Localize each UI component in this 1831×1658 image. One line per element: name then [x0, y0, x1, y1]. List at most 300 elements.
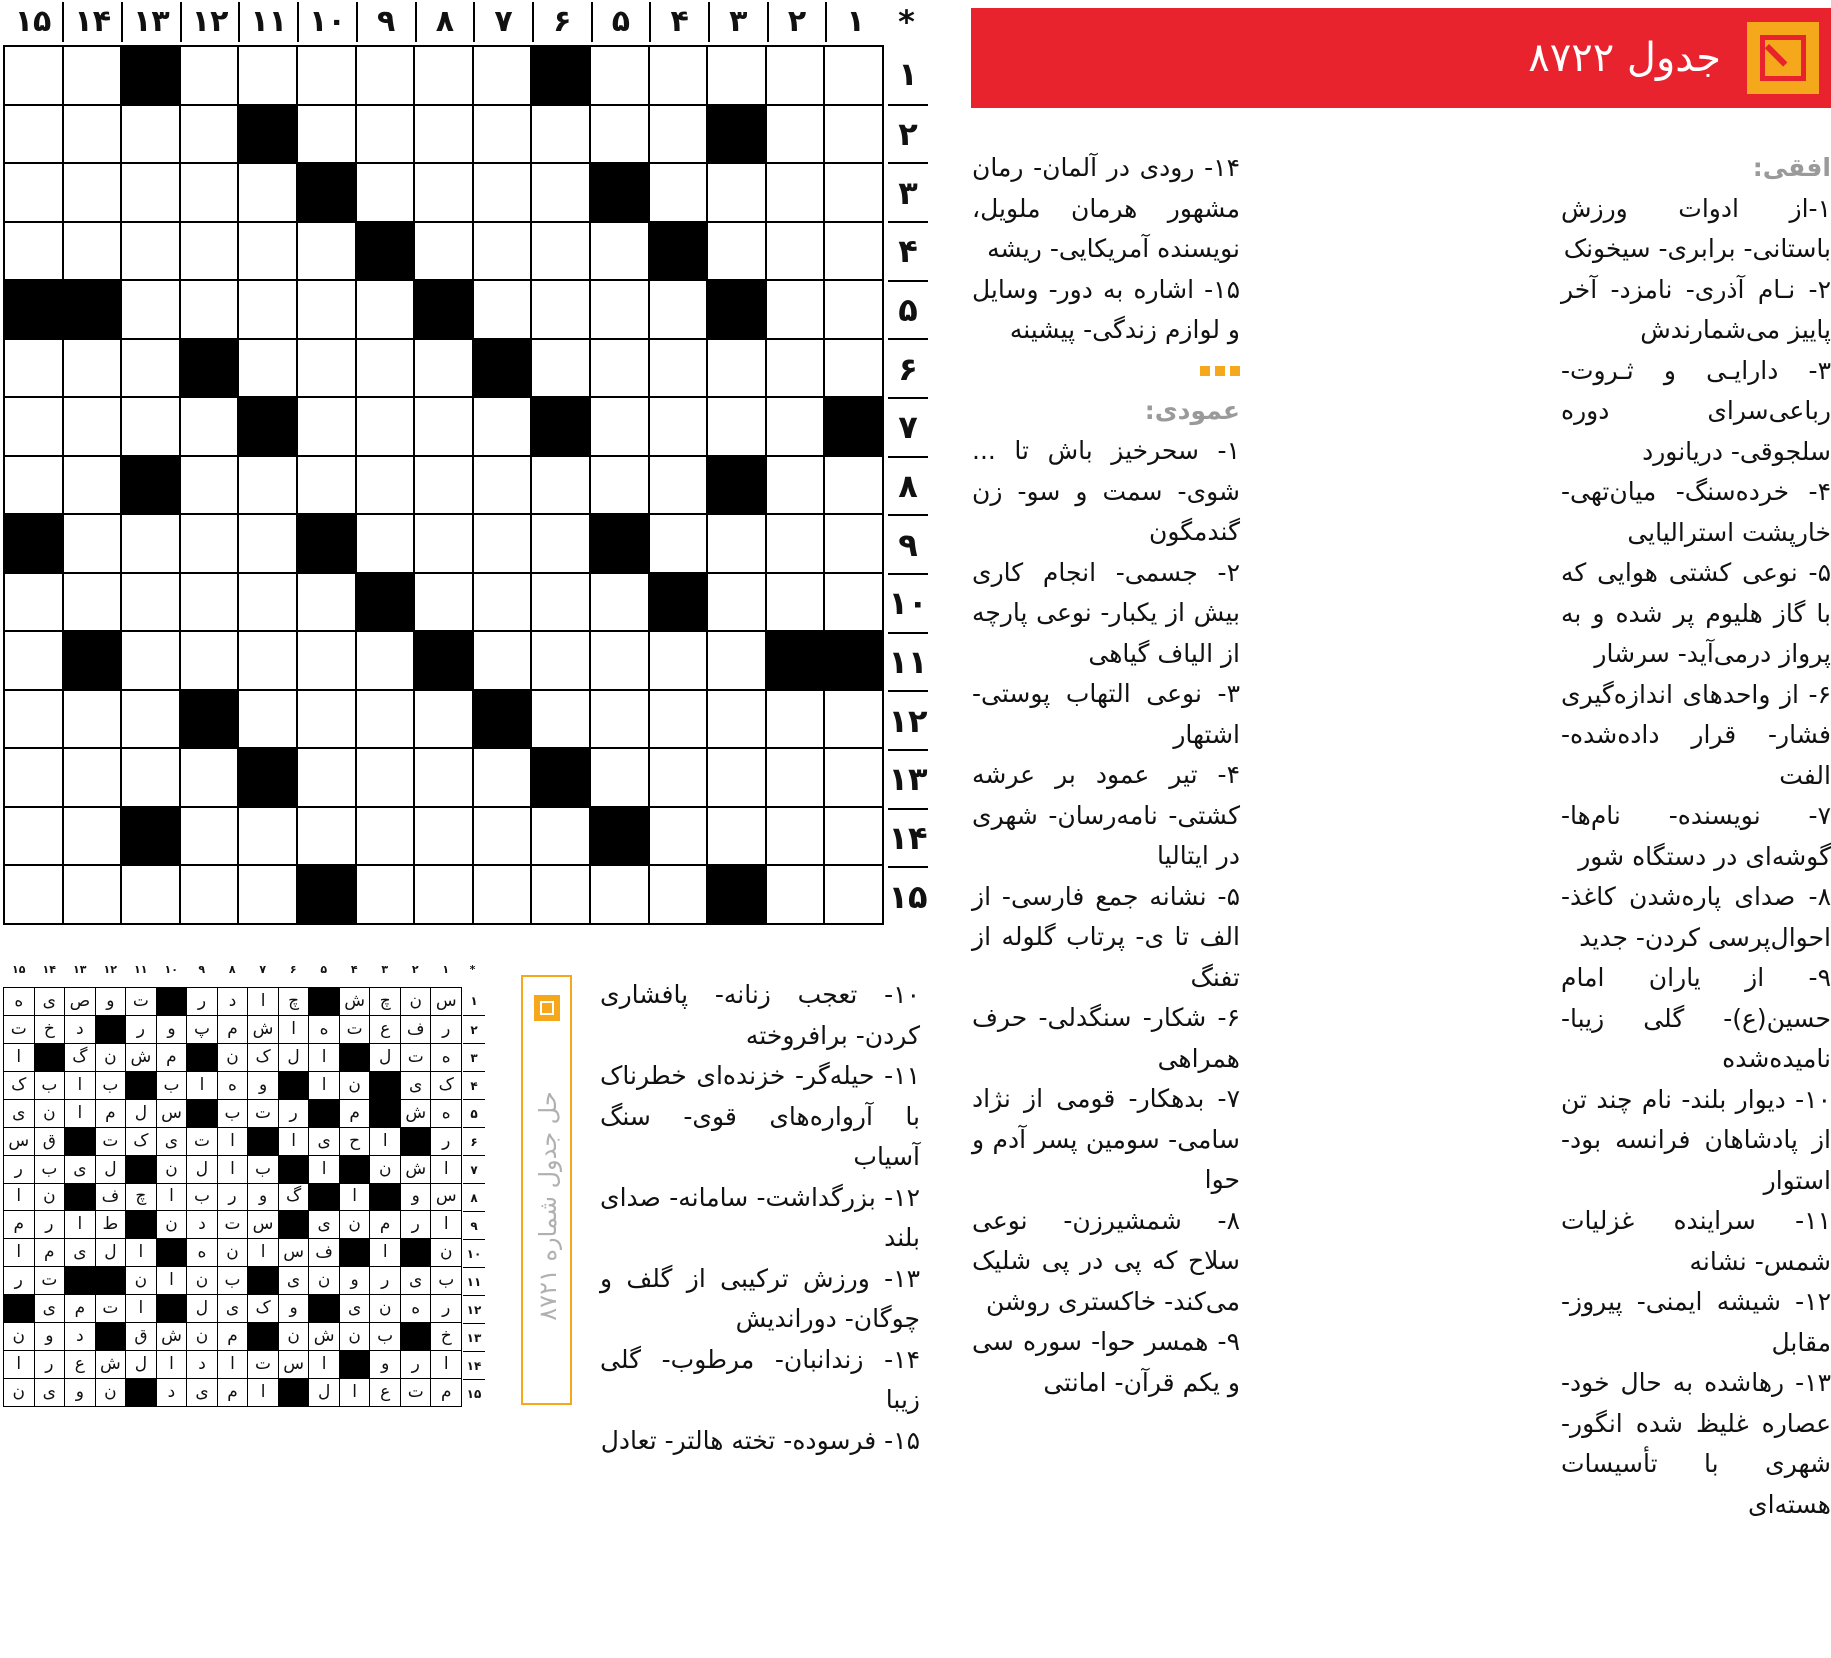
grid-cell[interactable] — [239, 632, 296, 689]
grid-cell[interactable] — [298, 691, 355, 748]
grid-cell[interactable] — [357, 808, 414, 865]
black-cell — [122, 457, 179, 514]
grid-cell[interactable] — [474, 281, 531, 338]
grid-cell[interactable] — [357, 398, 414, 455]
solution-letter: ت — [401, 1044, 431, 1071]
grid-cell[interactable] — [64, 866, 121, 923]
grid-cell[interactable] — [239, 457, 296, 514]
grid-cell[interactable] — [357, 632, 414, 689]
grid-cell[interactable] — [708, 398, 765, 455]
solution-letter: ا — [4, 1184, 34, 1211]
grid-cell[interactable] — [767, 691, 824, 748]
grid-cell[interactable] — [474, 47, 531, 104]
grid-cell[interactable] — [767, 866, 824, 923]
row-number: ۷ — [888, 397, 928, 456]
solution-letter: ب — [187, 1184, 217, 1211]
grid-cell[interactable] — [825, 106, 882, 163]
black-cell — [650, 223, 707, 280]
grid-cell[interactable] — [122, 340, 179, 397]
grid-cell[interactable] — [5, 808, 62, 865]
grid-cell[interactable] — [474, 866, 531, 923]
grid-cell[interactable] — [64, 223, 121, 280]
grid-cell[interactable] — [474, 515, 531, 572]
grid-cell[interactable] — [825, 47, 882, 104]
grid-cell[interactable] — [591, 398, 648, 455]
grid-cell[interactable] — [474, 749, 531, 806]
crossword-grid — [3, 45, 884, 925]
grid-cell[interactable] — [64, 106, 121, 163]
grid-cell[interactable] — [64, 808, 121, 865]
grid-cell[interactable] — [181, 223, 238, 280]
grid-cell[interactable] — [708, 749, 765, 806]
grid-cell[interactable] — [239, 691, 296, 748]
grid-cell[interactable] — [298, 574, 355, 631]
grid-cell[interactable] — [239, 515, 296, 572]
grid-cell[interactable] — [767, 808, 824, 865]
grid-cell[interactable] — [415, 866, 472, 923]
solution-black-cell — [401, 1239, 431, 1266]
grid-cell[interactable] — [708, 340, 765, 397]
grid-cell[interactable] — [591, 223, 648, 280]
solution-black-cell — [65, 1128, 95, 1155]
grid-cell[interactable] — [357, 164, 414, 221]
solution-letter: ن — [309, 1267, 339, 1294]
column-number: ۱۲ — [180, 2, 239, 42]
arrow-logo-icon — [1747, 22, 1819, 94]
grid-cell[interactable] — [181, 47, 238, 104]
solution-row-number: ۸ — [463, 1183, 485, 1211]
column-number: ۹ — [356, 2, 415, 42]
grid-cell[interactable] — [239, 223, 296, 280]
grid-cell[interactable] — [5, 47, 62, 104]
solution-black-cell — [65, 1267, 95, 1294]
grid-cell[interactable] — [650, 515, 707, 572]
solution-letter: ش — [157, 1323, 187, 1350]
grid-cell[interactable] — [650, 106, 707, 163]
column-number: ۲ — [767, 2, 826, 42]
solution-letter: ه — [431, 1100, 461, 1127]
grid-cell[interactable] — [298, 808, 355, 865]
black-cell — [415, 632, 472, 689]
grid-cell[interactable] — [474, 398, 531, 455]
grid-cell[interactable] — [767, 281, 824, 338]
grid-cell[interactable] — [591, 574, 648, 631]
grid-cell[interactable] — [122, 574, 179, 631]
grid-cell[interactable] — [122, 223, 179, 280]
grid-cell[interactable] — [532, 866, 589, 923]
solution-black-cell — [248, 1323, 278, 1350]
solution-letter: ا — [218, 1351, 248, 1378]
solution-column-number: ۷ — [259, 963, 267, 976]
grid-cell[interactable] — [767, 749, 824, 806]
clue-item: ۱۴- رودی در آلمان- رمان مشهور هرمان ملویل، نویسنده آمریکایی- ریشه — [972, 153, 1240, 263]
solution-letter: ل — [187, 1295, 217, 1322]
grid-cell[interactable] — [64, 574, 121, 631]
grid-cell[interactable] — [767, 574, 824, 631]
grid-cell[interactable] — [825, 223, 882, 280]
grid-cell[interactable] — [825, 866, 882, 923]
solution-column-star: * — [469, 963, 476, 976]
solution-letter: ا — [4, 1044, 34, 1071]
solution-letter: ل — [370, 1044, 400, 1071]
solution-letter: ر — [126, 1016, 156, 1043]
grid-cell[interactable] — [650, 398, 707, 455]
solution-letter: ب — [157, 1072, 187, 1099]
grid-cell[interactable] — [591, 691, 648, 748]
grid-cell[interactable] — [767, 398, 824, 455]
solution-letter: ی — [35, 988, 65, 1015]
grid-cell[interactable] — [122, 632, 179, 689]
grid-cell[interactable] — [415, 340, 472, 397]
grid-cell[interactable] — [767, 515, 824, 572]
column-star: * — [898, 3, 915, 41]
grid-cell[interactable] — [181, 164, 238, 221]
grid-cell[interactable] — [298, 340, 355, 397]
solution-letter: د — [65, 1323, 95, 1350]
grid-cell[interactable] — [357, 340, 414, 397]
grid-cell[interactable] — [5, 632, 62, 689]
grid-cell[interactable] — [239, 574, 296, 631]
grid-cell[interactable] — [64, 457, 121, 514]
grid-cell[interactable] — [5, 398, 62, 455]
grid-cell[interactable] — [532, 340, 589, 397]
grid-cell[interactable] — [825, 808, 882, 865]
row-number: ۱۴ — [888, 808, 928, 867]
black-cell — [532, 47, 589, 104]
grid-cell[interactable] — [298, 749, 355, 806]
solution-letter: گ — [279, 1184, 309, 1211]
grid-cell[interactable] — [767, 106, 824, 163]
grid-cell[interactable] — [532, 808, 589, 865]
grid-cell[interactable] — [239, 340, 296, 397]
grid-cell[interactable] — [708, 574, 765, 631]
clue-item: ۹- از یاران امام حسین(ع)- گلی زیبا- نامیده‌شده — [1561, 963, 1831, 1073]
grid-cell[interactable] — [181, 515, 238, 572]
grid-cell[interactable] — [415, 574, 472, 631]
grid-cell[interactable] — [532, 223, 589, 280]
grid-cell[interactable] — [181, 574, 238, 631]
grid-cell[interactable] — [5, 749, 62, 806]
grid-cell[interactable] — [122, 281, 179, 338]
column-number: ۸ — [415, 2, 474, 42]
grid-cell[interactable] — [181, 866, 238, 923]
grid-cell[interactable] — [591, 749, 648, 806]
solution-letter: ت — [35, 1267, 65, 1294]
solution-letter: م — [157, 1044, 187, 1071]
solution-letter: م — [370, 1211, 400, 1238]
grid-cell[interactable] — [64, 47, 121, 104]
grid-cell[interactable] — [357, 515, 414, 572]
grid-cell[interactable] — [239, 281, 296, 338]
grid-cell[interactable] — [767, 340, 824, 397]
grid-cell[interactable] — [532, 515, 589, 572]
grid-cell[interactable] — [298, 223, 355, 280]
grid-cell[interactable] — [415, 47, 472, 104]
solution-letter: ک — [248, 1044, 278, 1071]
grid-cell[interactable] — [298, 457, 355, 514]
grid-cell[interactable] — [591, 47, 648, 104]
row-number: ۱ — [898, 55, 918, 94]
black-cell — [181, 340, 238, 397]
grid-cell[interactable] — [825, 457, 882, 514]
solution-letter: ح — [340, 1128, 370, 1155]
grid-cell[interactable] — [5, 223, 62, 280]
grid-cell[interactable] — [474, 164, 531, 221]
solution-letter: ب — [96, 1072, 126, 1099]
grid-cell[interactable] — [181, 749, 238, 806]
grid-cell[interactable] — [181, 106, 238, 163]
grid-cell[interactable] — [825, 164, 882, 221]
solution-letter: ا — [340, 1379, 370, 1406]
grid-cell[interactable] — [650, 808, 707, 865]
grid-cell[interactable] — [650, 457, 707, 514]
grid-cell[interactable] — [474, 574, 531, 631]
solution-letter: ی — [340, 1295, 370, 1322]
grid-cell[interactable] — [708, 47, 765, 104]
grid-cell[interactable] — [650, 691, 707, 748]
grid-cell[interactable] — [122, 515, 179, 572]
solution-letter: ع — [370, 1016, 400, 1043]
grid-cell[interactable] — [239, 866, 296, 923]
solution-letter: م — [4, 1211, 34, 1238]
grid-cell[interactable] — [357, 691, 414, 748]
grid-cell[interactable] — [64, 398, 121, 455]
grid-cell[interactable] — [122, 398, 179, 455]
grid-cell[interactable] — [591, 340, 648, 397]
grid-cell[interactable] — [122, 866, 179, 923]
solution-letter: ی — [35, 1379, 65, 1406]
grid-cell[interactable] — [415, 749, 472, 806]
grid-cell[interactable] — [532, 164, 589, 221]
grid-cell[interactable] — [532, 691, 589, 748]
grid-cell[interactable] — [181, 457, 238, 514]
solution-letter: و — [370, 1351, 400, 1378]
grid-cell[interactable] — [415, 223, 472, 280]
grid-cell[interactable] — [591, 457, 648, 514]
grid-cell[interactable] — [825, 749, 882, 806]
solution-letter: ا — [431, 1351, 461, 1378]
solution-letter: ل — [96, 1156, 126, 1183]
solution-column-numbers — [3, 963, 484, 977]
solution-letter: ش — [126, 1044, 156, 1071]
grid-cell[interactable] — [474, 106, 531, 163]
grid-cell[interactable] — [825, 515, 882, 572]
grid-cell[interactable] — [825, 340, 882, 397]
grid-cell[interactable] — [650, 164, 707, 221]
grid-cell[interactable] — [532, 106, 589, 163]
grid-cell[interactable] — [357, 281, 414, 338]
grid-cell[interactable] — [181, 632, 238, 689]
grid-cell[interactable] — [357, 106, 414, 163]
grid-cell[interactable] — [298, 398, 355, 455]
row-number: ۵ — [888, 280, 928, 339]
grid-cell[interactable] — [415, 515, 472, 572]
solution-letter: ق — [126, 1323, 156, 1350]
grid-cell[interactable] — [474, 223, 531, 280]
solution-letter: ن — [340, 1072, 370, 1099]
row-number: ۱۳ — [888, 749, 928, 808]
grid-cell[interactable] — [708, 515, 765, 572]
grid-cell[interactable] — [5, 106, 62, 163]
clue-item: ۳- دارایـی و ثـروت- رباعی‌سرای دوره سلجوقی- دریانورد — [1561, 355, 1831, 466]
grid-cell[interactable] — [357, 866, 414, 923]
grid-cell[interactable] — [591, 632, 648, 689]
grid-cell[interactable] — [591, 866, 648, 923]
solution-letter: خ — [431, 1323, 461, 1350]
solution-letter: ه — [431, 1044, 461, 1071]
grid-cell[interactable] — [474, 808, 531, 865]
grid-cell[interactable] — [825, 691, 882, 748]
solution-black-cell — [340, 1239, 370, 1266]
solution-letter: ب — [35, 1156, 65, 1183]
solution-letter: ن — [96, 1379, 126, 1406]
grid-cell[interactable] — [650, 340, 707, 397]
clue-item: ۸- شمشیرزن- نوعی سلاح که پی در پی شلیک می‌کند- خاکستری روشن — [972, 1205, 1240, 1316]
solution-letter: ت — [96, 1128, 126, 1155]
black-cell — [591, 808, 648, 865]
grid-cell[interactable] — [767, 164, 824, 221]
solution-letter: ش — [96, 1351, 126, 1378]
grid-cell[interactable] — [825, 281, 882, 338]
solution-row-number: ۲ — [463, 1015, 485, 1043]
solution-letter: ر — [35, 1351, 65, 1378]
grid-cell[interactable] — [474, 457, 531, 514]
grid-cell[interactable] — [5, 164, 62, 221]
grid-cell[interactable] — [591, 281, 648, 338]
grid-cell[interactable] — [825, 574, 882, 631]
grid-cell[interactable] — [357, 749, 414, 806]
grid-cell[interactable] — [5, 866, 62, 923]
solution-letter: ا — [340, 1184, 370, 1211]
solution-letter: ا — [279, 1016, 309, 1043]
grid-cell[interactable] — [122, 106, 179, 163]
grid-cell[interactable] — [650, 281, 707, 338]
grid-cell[interactable] — [298, 632, 355, 689]
solution-letter: ش — [309, 1323, 339, 1350]
grid-cell[interactable] — [415, 106, 472, 163]
grid-cell[interactable] — [415, 691, 472, 748]
grid-cell[interactable] — [708, 223, 765, 280]
solution-letter: خ — [35, 1016, 65, 1043]
grid-cell[interactable] — [650, 47, 707, 104]
grid-cell[interactable] — [239, 47, 296, 104]
grid-cell[interactable] — [298, 281, 355, 338]
grid-cell[interactable] — [767, 223, 824, 280]
grid-cell[interactable] — [239, 808, 296, 865]
grid-cell[interactable] — [239, 164, 296, 221]
solution-black-cell — [157, 1295, 187, 1322]
solution-letter: ن — [340, 1323, 370, 1350]
grid-cell[interactable] — [64, 691, 121, 748]
grid-cell[interactable] — [64, 749, 121, 806]
solution-letter: چ — [279, 988, 309, 1015]
solution-letter: ت — [401, 1379, 431, 1406]
solution-column-number: ۱۰ — [164, 963, 178, 976]
black-cell — [708, 866, 765, 923]
grid-cell[interactable] — [181, 808, 238, 865]
black-cell — [298, 866, 355, 923]
solution-letter: و — [279, 1295, 309, 1322]
grid-cell[interactable] — [532, 457, 589, 514]
grid-cell[interactable] — [650, 632, 707, 689]
solution-black-cell — [35, 1044, 65, 1071]
black-cell — [64, 281, 121, 338]
grid-cell[interactable] — [650, 866, 707, 923]
row-number: ۹ — [888, 514, 928, 573]
grid-cell[interactable] — [415, 164, 472, 221]
grid-cell[interactable] — [5, 691, 62, 748]
grid-cell[interactable] — [708, 164, 765, 221]
grid-cell[interactable] — [357, 457, 414, 514]
solution-letter: ا — [279, 1128, 309, 1155]
grid-cell[interactable] — [415, 808, 472, 865]
row-number: ۱۰ — [888, 573, 928, 632]
grid-cell[interactable] — [122, 164, 179, 221]
grid-cell[interactable] — [122, 749, 179, 806]
grid-cell[interactable] — [415, 457, 472, 514]
solution-black-cell — [370, 1100, 400, 1127]
grid-cell[interactable] — [532, 281, 589, 338]
grid-cell[interactable] — [64, 340, 121, 397]
grid-cell[interactable] — [181, 398, 238, 455]
grid-cell[interactable] — [298, 106, 355, 163]
grid-cell[interactable] — [532, 632, 589, 689]
grid-cell[interactable] — [591, 106, 648, 163]
solution-letter: ت — [96, 1295, 126, 1322]
grid-cell[interactable] — [650, 749, 707, 806]
grid-cell[interactable] — [532, 574, 589, 631]
black-cell — [767, 632, 824, 689]
grid-cell[interactable] — [5, 574, 62, 631]
grid-cell[interactable] — [122, 691, 179, 748]
solution-row-number: ۴ — [463, 1071, 485, 1099]
grid-cell[interactable] — [415, 398, 472, 455]
solution-letter: ل — [96, 1239, 126, 1266]
grid-cell[interactable] — [767, 457, 824, 514]
clue-item: ۱-از ادوات ورزش باستانی- برابری- سیخونک — [1561, 193, 1831, 263]
grid-cell[interactable] — [357, 47, 414, 104]
solution-black-cell — [370, 1184, 400, 1211]
grid-cell[interactable] — [708, 691, 765, 748]
black-cell — [474, 340, 531, 397]
grid-cell[interactable] — [474, 632, 531, 689]
solution-black-cell — [309, 1295, 339, 1322]
solution-black-cell — [340, 1156, 370, 1183]
clue-item: ۳- نوعی التهاب پوستی- اشتهار — [972, 679, 1240, 749]
grid-cell[interactable] — [708, 632, 765, 689]
grid-cell[interactable] — [708, 808, 765, 865]
solution-letter: چ — [126, 1184, 156, 1211]
solution-black-cell — [4, 1295, 34, 1322]
solution-letter: ن — [96, 1044, 126, 1071]
grid-cell[interactable] — [767, 47, 824, 104]
grid-cell[interactable] — [298, 47, 355, 104]
solution-letter: ی — [401, 1072, 431, 1099]
grid-cell[interactable] — [64, 164, 121, 221]
grid-cell[interactable] — [181, 281, 238, 338]
grid-cell[interactable] — [5, 340, 62, 397]
black-cell — [591, 164, 648, 221]
black-cell — [532, 398, 589, 455]
grid-cell[interactable] — [5, 457, 62, 514]
solution-black-cell — [340, 1044, 370, 1071]
solution-black-cell — [187, 1100, 217, 1127]
solution-letter: ا — [370, 1128, 400, 1155]
solution-letter: ی — [218, 1295, 248, 1322]
column-number: ۱۵ — [14, 4, 52, 39]
solution-letter: چ — [370, 988, 400, 1015]
grid-cell[interactable] — [64, 515, 121, 572]
